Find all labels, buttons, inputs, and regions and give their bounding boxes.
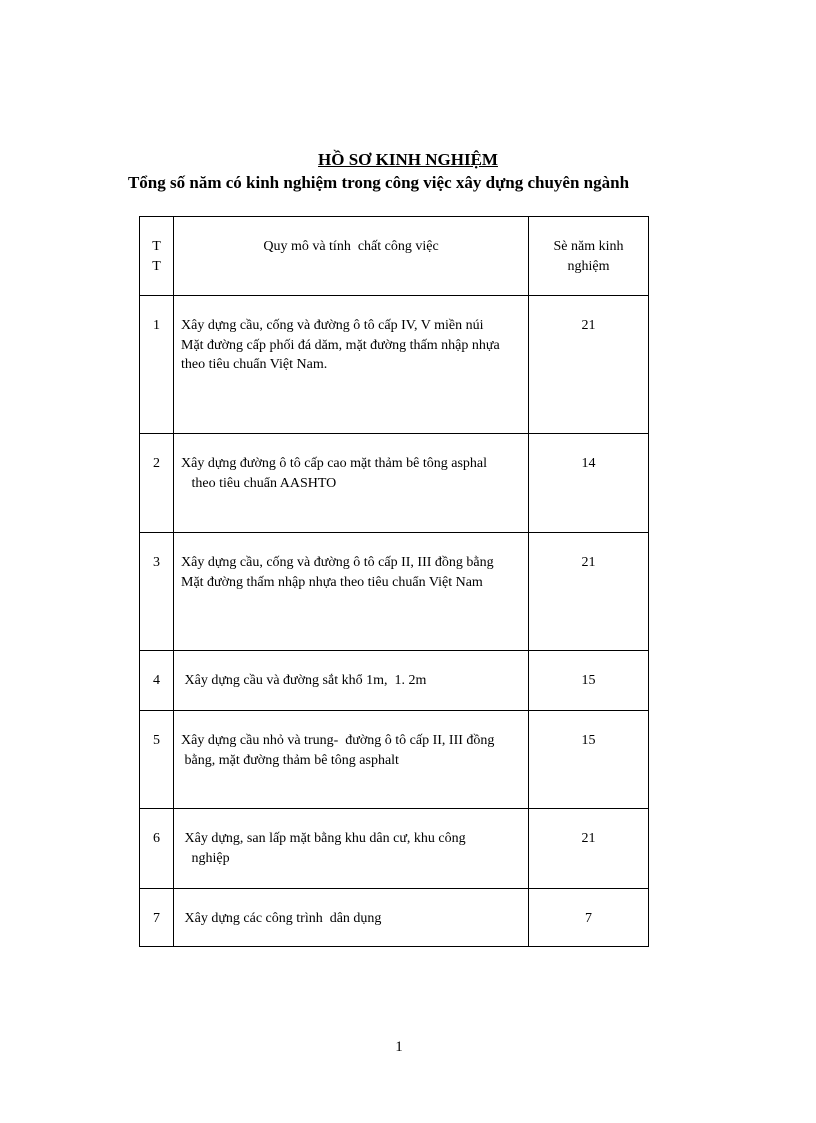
document-title: HỒ SƠ KINH NGHIỆM xyxy=(318,150,498,169)
table-row xyxy=(140,889,649,947)
table-header-row xyxy=(140,217,649,296)
header-tt: T T xyxy=(140,217,174,296)
table-row xyxy=(140,434,649,533)
row-description: Xây dựng, san lấp mặt bằng khu dân cư, khu công nghiệp xyxy=(174,809,529,889)
table-row xyxy=(140,711,649,809)
page-number: 1 xyxy=(395,1039,403,1055)
row-years: 15 xyxy=(529,711,649,809)
header-description: Quy mô và tính chất công việc xyxy=(174,217,529,296)
row-tt: 5 xyxy=(140,711,174,809)
row-tt: 6 xyxy=(140,809,174,889)
row-years: 15 xyxy=(529,651,649,711)
row-years: 21 xyxy=(529,296,649,434)
table-row xyxy=(140,651,649,711)
row-tt: 1 xyxy=(140,296,174,434)
row-description: Xây dựng các công trình dân dụng xyxy=(174,889,529,947)
row-description: Xây dựng cầu và đường sắt khổ 1m, 1. 2m xyxy=(174,651,529,711)
table-row xyxy=(140,809,649,889)
row-years: 21 xyxy=(529,809,649,889)
row-tt: 2 xyxy=(140,434,174,533)
row-years: 21 xyxy=(529,533,649,651)
table-row xyxy=(140,296,649,434)
table-row xyxy=(140,533,649,651)
header-years: Sè năm kinh nghiệm xyxy=(529,217,649,296)
row-description: Xây dựng cầu, cống và đường ô tô cấp II, III đồng bằng Mặt đường thấm nhập nhựa theo tiêu chuẩn Việt Nam xyxy=(174,533,529,651)
row-tt: 4 xyxy=(140,651,174,711)
row-years: 14 xyxy=(529,434,649,533)
experience-table xyxy=(139,216,649,947)
row-years: 7 xyxy=(529,889,649,947)
document-subtitle: Tổng số năm có kinh nghiệm trong công việc xây dựng chuyên ngành xyxy=(127,173,630,192)
row-tt: 3 xyxy=(140,533,174,651)
row-description: Xây dựng cầu, cống và đường ô tô cấp IV, V miền núi Mặt đường cấp phối đá dăm, mặt đường thấm nhập nhựa theo tiêu chuẩn Việt Nam. xyxy=(174,296,529,434)
row-tt: 7 xyxy=(140,889,174,947)
row-description: Xây dựng cầu nhỏ và trung- đường ô tô cấp II, III đồng bằng, mặt đường thảm bê tông asphalt xyxy=(174,711,529,809)
row-description: Xây dựng đường ô tô cấp cao mặt thảm bê tông asphal theo tiêu chuẩn AASHTO xyxy=(174,434,529,533)
